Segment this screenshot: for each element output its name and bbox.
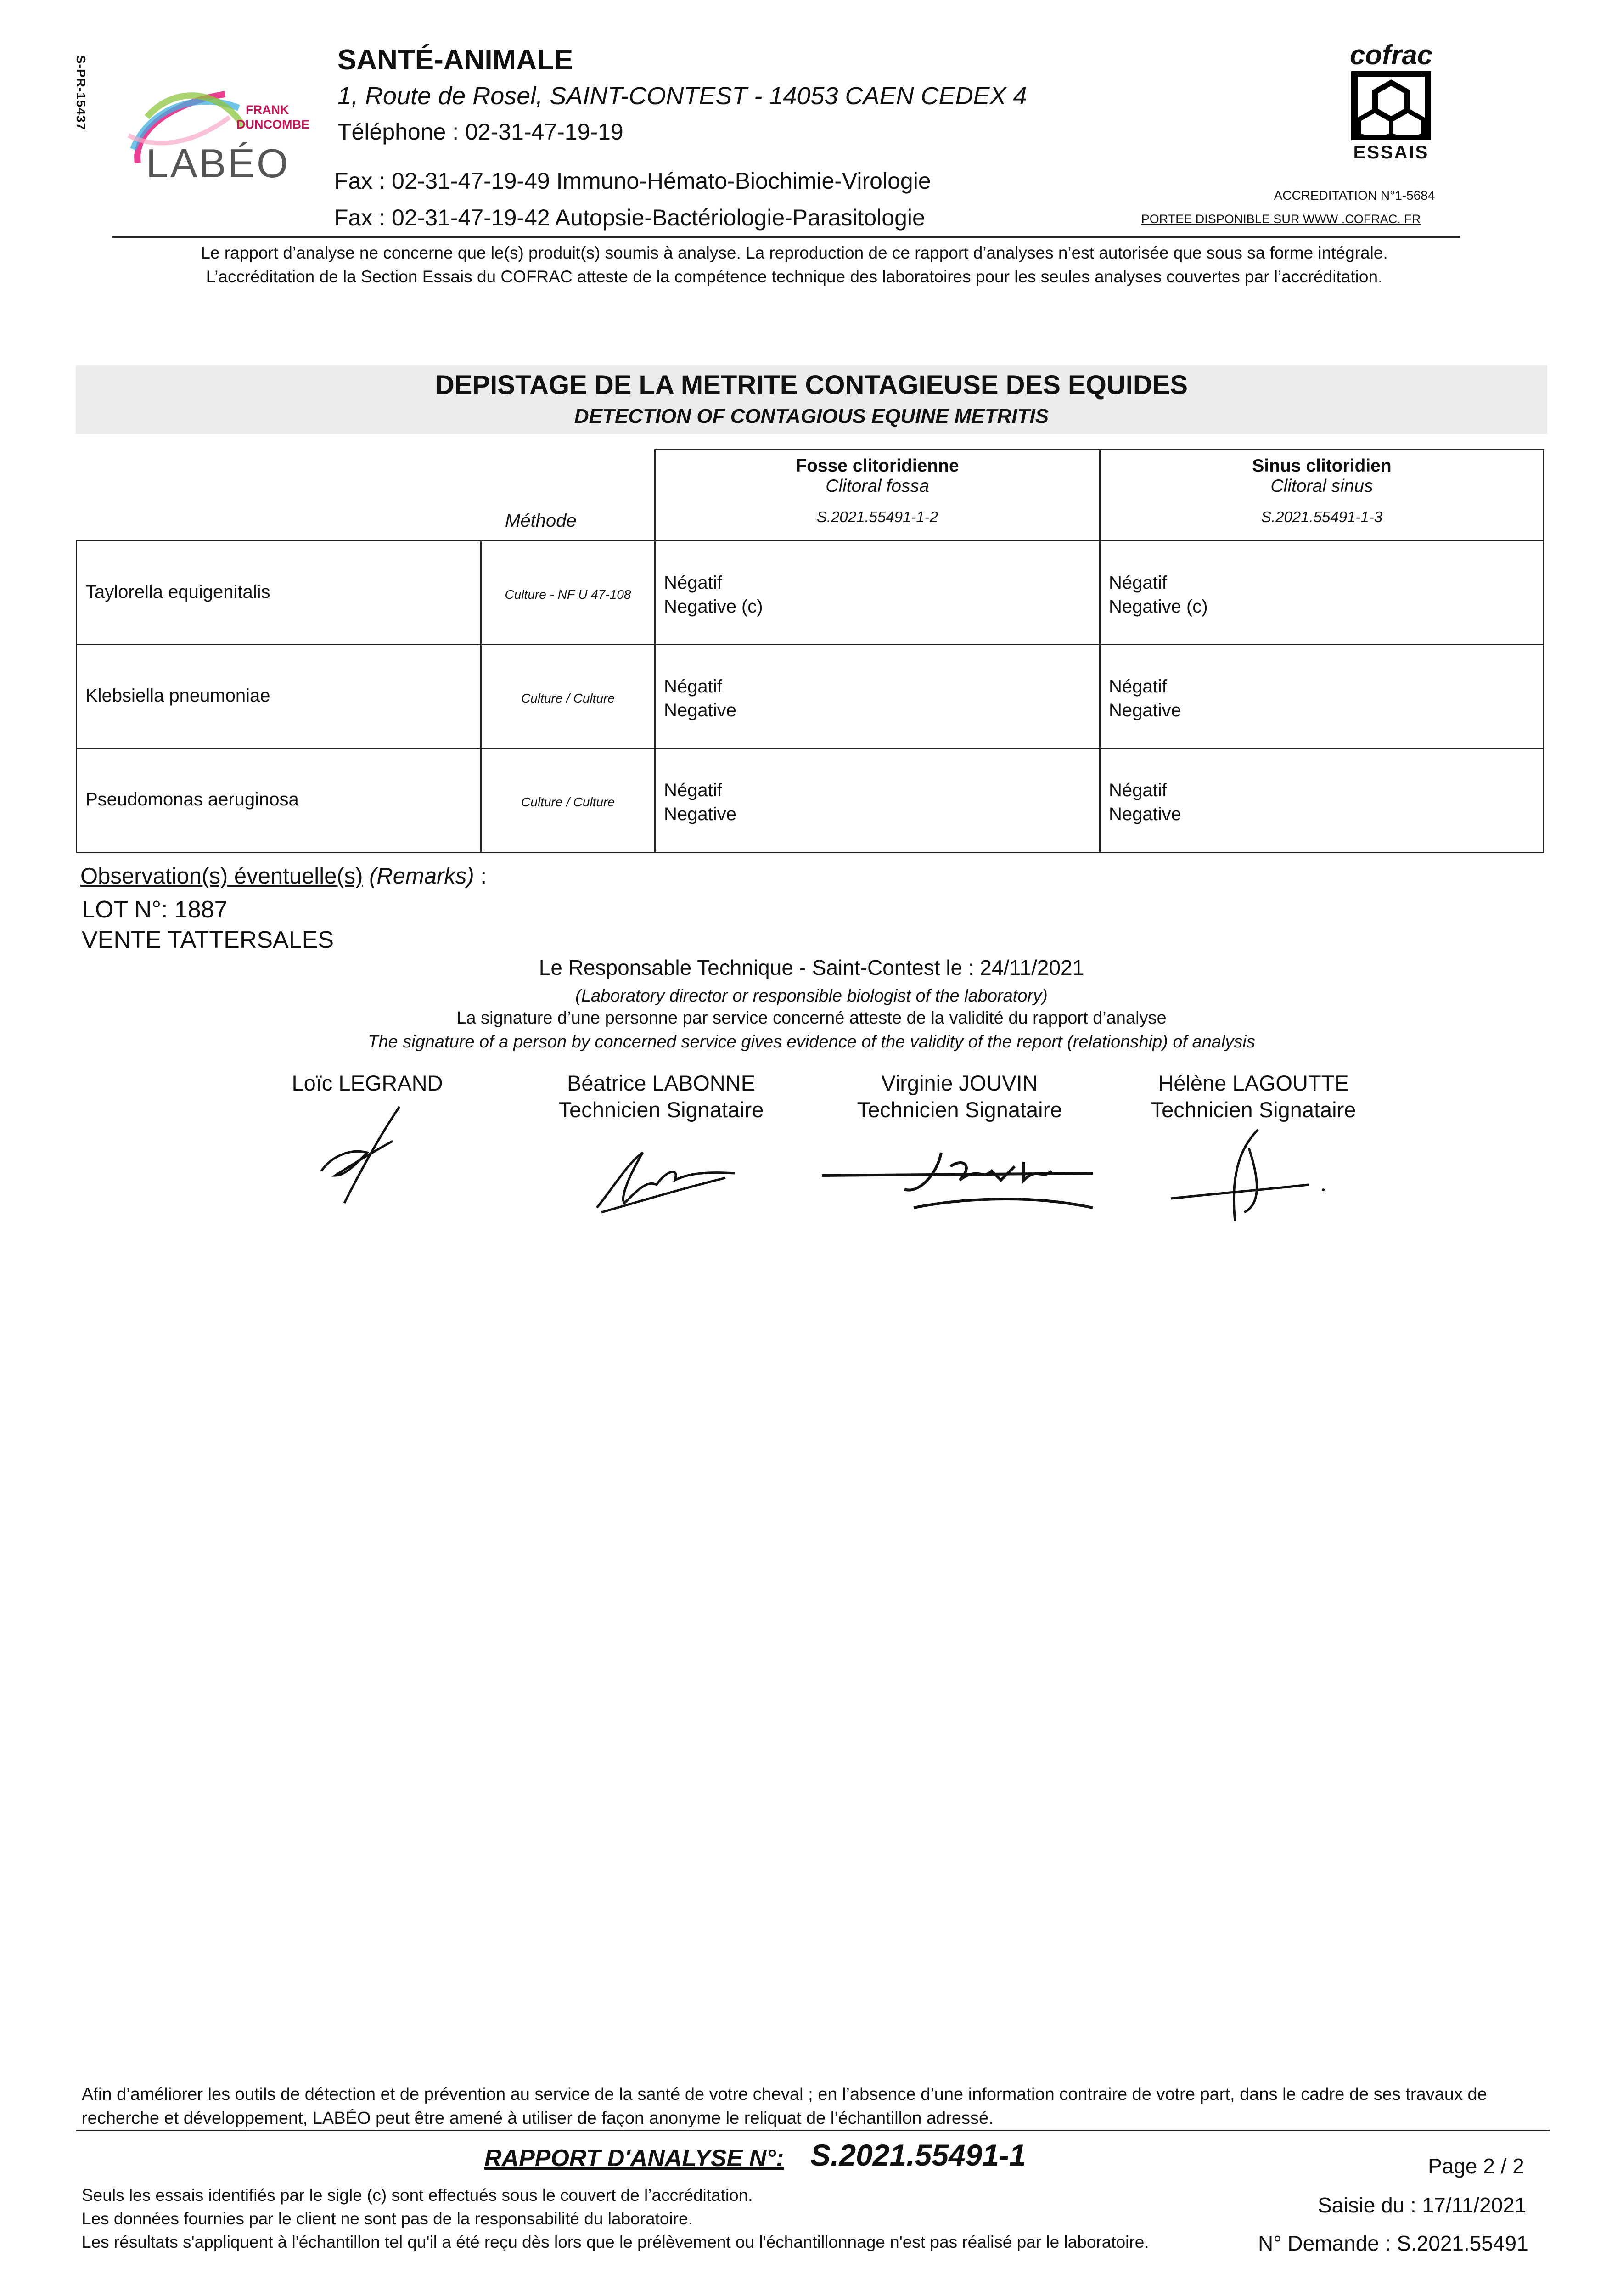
column-header-sinus xyxy=(1099,449,1544,541)
signature-lagoutte-icon xyxy=(1166,1120,1341,1231)
result-fr: Négatif xyxy=(1109,780,1167,800)
signer-name: Hélène LAGOUTTE xyxy=(1158,1071,1349,1095)
logo-brand-line2: DUNCOMBE xyxy=(236,118,309,131)
analyte-name: Pseudomonas aeruginosa xyxy=(85,789,299,810)
table-row-analyte xyxy=(76,540,482,645)
remarks-colon: : xyxy=(480,864,487,889)
footer-legal-line: Les résultats s'appliquent à l'échantillon tel qu'il a été reçu dès lors que le prélèvement ou l'échantillonnage n'est pas réalisé par le laboratoire. xyxy=(82,2233,1149,2251)
table-row-method xyxy=(480,540,656,645)
signature-labonne-icon xyxy=(588,1134,744,1226)
cofrac-essais: ESSAIS xyxy=(1353,142,1429,163)
footer-divider xyxy=(76,2130,1550,2131)
table-row-result xyxy=(1099,540,1544,645)
footer-legal-line: Les données fournies par le client ne sont pas de la responsabilité du laboratoire. xyxy=(82,2209,693,2228)
accreditation-number: ACCREDITATION N°1-5684 xyxy=(1274,188,1435,203)
signature-legrand-icon xyxy=(312,1097,422,1212)
result-fr: Négatif xyxy=(664,676,722,697)
column-subtitle: Clitoral fossa xyxy=(826,476,929,496)
organisation-name: SANTÉ-ANIMALE xyxy=(337,44,573,76)
logo-wordmark: LABÉO xyxy=(146,141,290,186)
table-row-method xyxy=(480,644,656,749)
signer-legrand xyxy=(257,1070,477,1097)
cofrac-hexagon-icon xyxy=(1350,71,1432,140)
remarks-content xyxy=(82,895,334,955)
method-name: Culture / Culture xyxy=(521,691,615,705)
labeo-logo xyxy=(119,76,331,195)
result-fr: Négatif xyxy=(1109,676,1167,697)
table-row-method xyxy=(480,748,656,853)
signer-role: Technicien Signataire xyxy=(857,1097,1062,1122)
side-document-code: S-PR-15437 xyxy=(74,55,88,131)
remarks-label-en: (Remarks) xyxy=(369,864,474,889)
table-row-result xyxy=(654,644,1101,749)
remarks-label: Observation(s) éventuelle(s) xyxy=(80,864,363,889)
portee-link[interactable]: PORTEE DISPONIBLE SUR WWW .COFRAC. FR xyxy=(1141,212,1421,226)
disclaimer-line-1: Le rapport d’analyse ne concerne que le(s) produit(s) soumis à analyse. La reproduction de ce rapport d’analyses n’est autorisée que sous sa forme intégrale. xyxy=(201,243,1388,262)
disclaimer-line-2: L’accréditation de la Section Essais du COFRAC atteste de la compétence technique des laboratoires pour les seules analyses couvertes par l’accréditation. xyxy=(206,267,1383,286)
signer-lagoutte xyxy=(1134,1070,1373,1123)
lot-number: LOT N°: 1887 xyxy=(82,896,228,923)
validity-statement-en: The signature of a person by concerned service gives evidence of the validity of the report (relationship) of analysis xyxy=(368,1032,1255,1052)
result-en: Negative xyxy=(1109,804,1181,824)
responsible-technician: Le Responsable Technique - Saint-Contest le : 24/11/2021 xyxy=(539,956,1084,979)
report-number-label: RAPPORT D'ANALYSE N°: xyxy=(484,2145,784,2172)
table-row-analyte xyxy=(76,644,482,749)
footer-note: Afin d’améliorer les outils de détection et de prévention au service de la santé de votre cheval ; en l’absence d’une information contraire de votre part, dans le cadre de ses travaux de recherche et développement, LABÉO peut être amené à utiliser de façon anonyme le reliquat de l’échantillon adressé. xyxy=(82,2085,1487,2128)
validity-statement-fr: La signature d’une personne par service concerné atteste de la validité du rapport d’analyse xyxy=(456,1008,1167,1028)
sale-name: VENTE TATTERSALES xyxy=(82,927,334,953)
report-subtitle: DETECTION OF CONTAGIOUS EQUINE METRITIS xyxy=(574,405,1049,428)
table-row-result xyxy=(654,748,1101,853)
signer-name: Loïc LEGRAND xyxy=(292,1071,443,1095)
cofrac-logo xyxy=(1350,39,1432,163)
method-name: Culture - NF U 47-108 xyxy=(505,587,631,602)
column-sample-ref: S.2021.55491-1-2 xyxy=(816,508,938,525)
table-row-analyte xyxy=(76,748,482,853)
result-fr: Négatif xyxy=(664,573,722,593)
report-number: S.2021.55491-1 xyxy=(810,2138,1026,2172)
signer-labonne xyxy=(542,1070,781,1123)
request-number: N° Demande : S.2021.55491 xyxy=(1258,2231,1528,2255)
header-divider xyxy=(112,236,1460,238)
column-sample-ref: S.2021.55491-1-3 xyxy=(1261,508,1383,525)
method-name: Culture / Culture xyxy=(521,795,615,809)
page-number: Page 2 / 2 xyxy=(1428,2154,1524,2178)
responsible-technician-en: (Laboratory director or responsible biologist of the laboratory) xyxy=(575,986,1048,1006)
analyte-name: Taylorella equigenitalis xyxy=(85,582,270,602)
footer-legal xyxy=(82,2183,1149,2254)
organisation-address: 1, Route de Rosel, SAINT-CONTEST - 14053 CAEN CEDEX 4 xyxy=(337,82,1027,110)
entry-date: Saisie du : 17/11/2021 xyxy=(1318,2193,1527,2217)
result-fr: Négatif xyxy=(1109,573,1167,593)
header-disclaimer xyxy=(106,241,1483,289)
analyte-name: Klebsiella pneumoniae xyxy=(85,686,270,706)
cofrac-wordmark: cofrac xyxy=(1350,39,1433,70)
column-header-fossa xyxy=(654,449,1101,541)
table-row-result xyxy=(1099,748,1544,853)
remarks-heading xyxy=(80,863,487,889)
organisation-fax-2: Fax : 02-31-47-19-42 Autopsie-Bactériologie-Parasitologie xyxy=(334,205,925,231)
result-en: Negative xyxy=(1109,700,1181,720)
column-subtitle: Clitoral sinus xyxy=(1270,476,1373,496)
table-row-result xyxy=(654,540,1101,645)
result-en: Negative xyxy=(664,700,736,720)
table-row-result xyxy=(1099,644,1544,749)
result-en: Negative (c) xyxy=(1109,597,1208,617)
signer-name: Béatrice LABONNE xyxy=(567,1071,756,1095)
signature-jouvin-icon xyxy=(822,1139,1097,1221)
result-en: Negative (c) xyxy=(664,597,763,617)
method-column-label: Méthode xyxy=(505,511,577,531)
report-title: DEPISTAGE DE LA METRITE CONTAGIEUSE DES EQUIDES xyxy=(435,370,1188,400)
result-en: Negative xyxy=(664,804,736,824)
organisation-fax-1: Fax : 02-31-47-19-49 Immuno-Hémato-Biochimie-Virologie xyxy=(334,168,931,194)
signer-name: Virginie JOUVIN xyxy=(881,1071,1038,1095)
footer-legal-line: Seuls les essais identifiés par le sigle (c) sont effectués sous le couvert de l’accréditation. xyxy=(82,2186,753,2205)
signer-role: Technicien Signataire xyxy=(1151,1097,1356,1122)
column-title: Sinus clitoridien xyxy=(1252,456,1392,476)
result-fr: Négatif xyxy=(664,780,722,800)
signer-role: Technicien Signataire xyxy=(558,1097,764,1122)
column-title: Fosse clitoridienne xyxy=(796,456,959,476)
logo-brand-line1: FRANK xyxy=(246,103,289,117)
organisation-phone: Téléphone : 02-31-47-19-19 xyxy=(337,119,623,145)
signer-jouvin xyxy=(840,1070,1079,1123)
